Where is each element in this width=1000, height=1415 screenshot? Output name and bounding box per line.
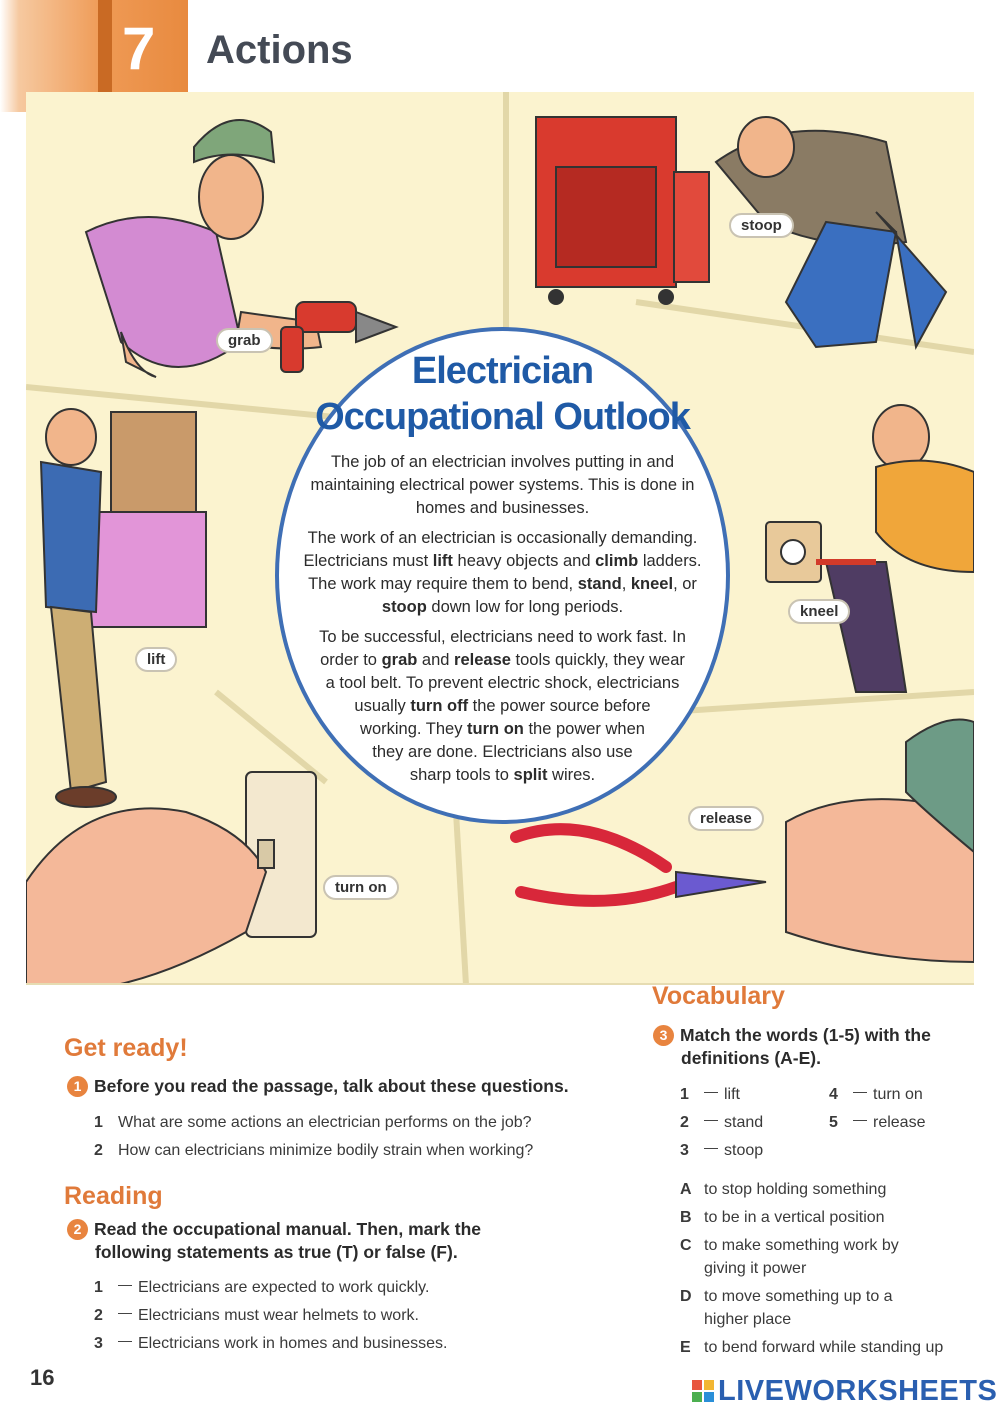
- reading-paragraph-1: The job of an electrician involves putting in and maintaining electrical power systems. This is done in homes and businesses.: [310, 453, 695, 517]
- definition-item: D to move something up to a higher place: [680, 1288, 893, 1328]
- answer-blank[interactable]: [704, 1120, 718, 1121]
- reading-paragraph-3: To be successful, electricians need to work fast. In order to grab and release tools quickly, they wear a tool belt. To prevent electric shock, electricians usually turn off the power source before working. They turn on the power when they are done. Electricians also use sharp tools to split wires.: [319, 628, 686, 784]
- unit-number: 7: [122, 15, 156, 82]
- question-item: 2 How can electricians minimize bodily strain when working?: [94, 1142, 534, 1159]
- word-item: 1 lift: [680, 1086, 740, 1103]
- answer-blank[interactable]: [118, 1313, 132, 1314]
- task-number-badge: 1: [67, 1076, 88, 1097]
- liveworksheets-icon: [692, 1380, 714, 1402]
- reading-heading: Reading: [64, 1182, 163, 1210]
- word-item: 2 stand: [680, 1114, 764, 1131]
- definition-item: C to make something work by giving it power: [680, 1237, 899, 1277]
- word-item: 4 turn on: [829, 1086, 923, 1103]
- label-stoop: stoop: [729, 213, 794, 238]
- definition-item: B to be in a vertical position: [680, 1209, 885, 1226]
- answer-blank[interactable]: [853, 1120, 867, 1121]
- task-number-badge: 2: [67, 1219, 88, 1240]
- reading-title: Electrician Occupational Outlook: [315, 350, 690, 438]
- answer-blank[interactable]: [118, 1285, 132, 1286]
- statement-item: 3 Electricians work in homes and businesses.: [94, 1335, 448, 1352]
- task-number-badge: 3: [653, 1025, 674, 1046]
- vocabulary-heading: Vocabulary: [652, 982, 785, 1010]
- word-item: 3 stoop: [680, 1142, 764, 1159]
- get-ready-heading: Get ready!: [64, 1034, 188, 1062]
- reading-instruction: 2 Read the occupational manual. Then, mark the following statements as true (T) or false (F).: [67, 1218, 607, 1264]
- answer-blank[interactable]: [704, 1148, 718, 1149]
- definition-item: E to bend forward while standing up: [680, 1339, 944, 1356]
- label-lift: lift: [135, 647, 177, 672]
- unit-title: Actions: [206, 28, 353, 72]
- answer-blank[interactable]: [118, 1341, 132, 1342]
- statement-item: 1 Electricians are expected to work quickly.: [94, 1279, 430, 1296]
- definition-item: A to stop holding something: [680, 1181, 887, 1198]
- liveworksheets-logo[interactable]: LIVEWORKSHEETS: [692, 1375, 997, 1408]
- label-turn-on: turn on: [323, 875, 399, 900]
- word-item: 5 release: [829, 1114, 926, 1131]
- label-kneel: kneel: [788, 599, 850, 624]
- label-grab: grab: [216, 328, 273, 353]
- statement-item: 2 Electricians must wear helmets to work.: [94, 1307, 419, 1324]
- question-item: 1 What are some actions an electrician performs on the job?: [94, 1114, 532, 1131]
- reading-paragraph-2: The work of an electrician is occasionally demanding. Electricians must lift heavy objects and climb ladders. The work may require them to bend, stand, kneel, or stoop down low for long periods.: [303, 529, 702, 616]
- answer-blank[interactable]: [853, 1092, 867, 1093]
- kneel-illustration: [766, 405, 974, 692]
- label-release: release: [688, 806, 764, 831]
- lift-illustration: [41, 409, 206, 807]
- vocabulary-instruction: 3 Match the words (1-5) with the definitions (A-E).: [653, 1024, 983, 1070]
- answer-blank[interactable]: [704, 1092, 718, 1093]
- get-ready-instruction: 1 Before you read the passage, talk about these questions.: [67, 1075, 627, 1098]
- page-number: 16: [30, 1365, 55, 1390]
